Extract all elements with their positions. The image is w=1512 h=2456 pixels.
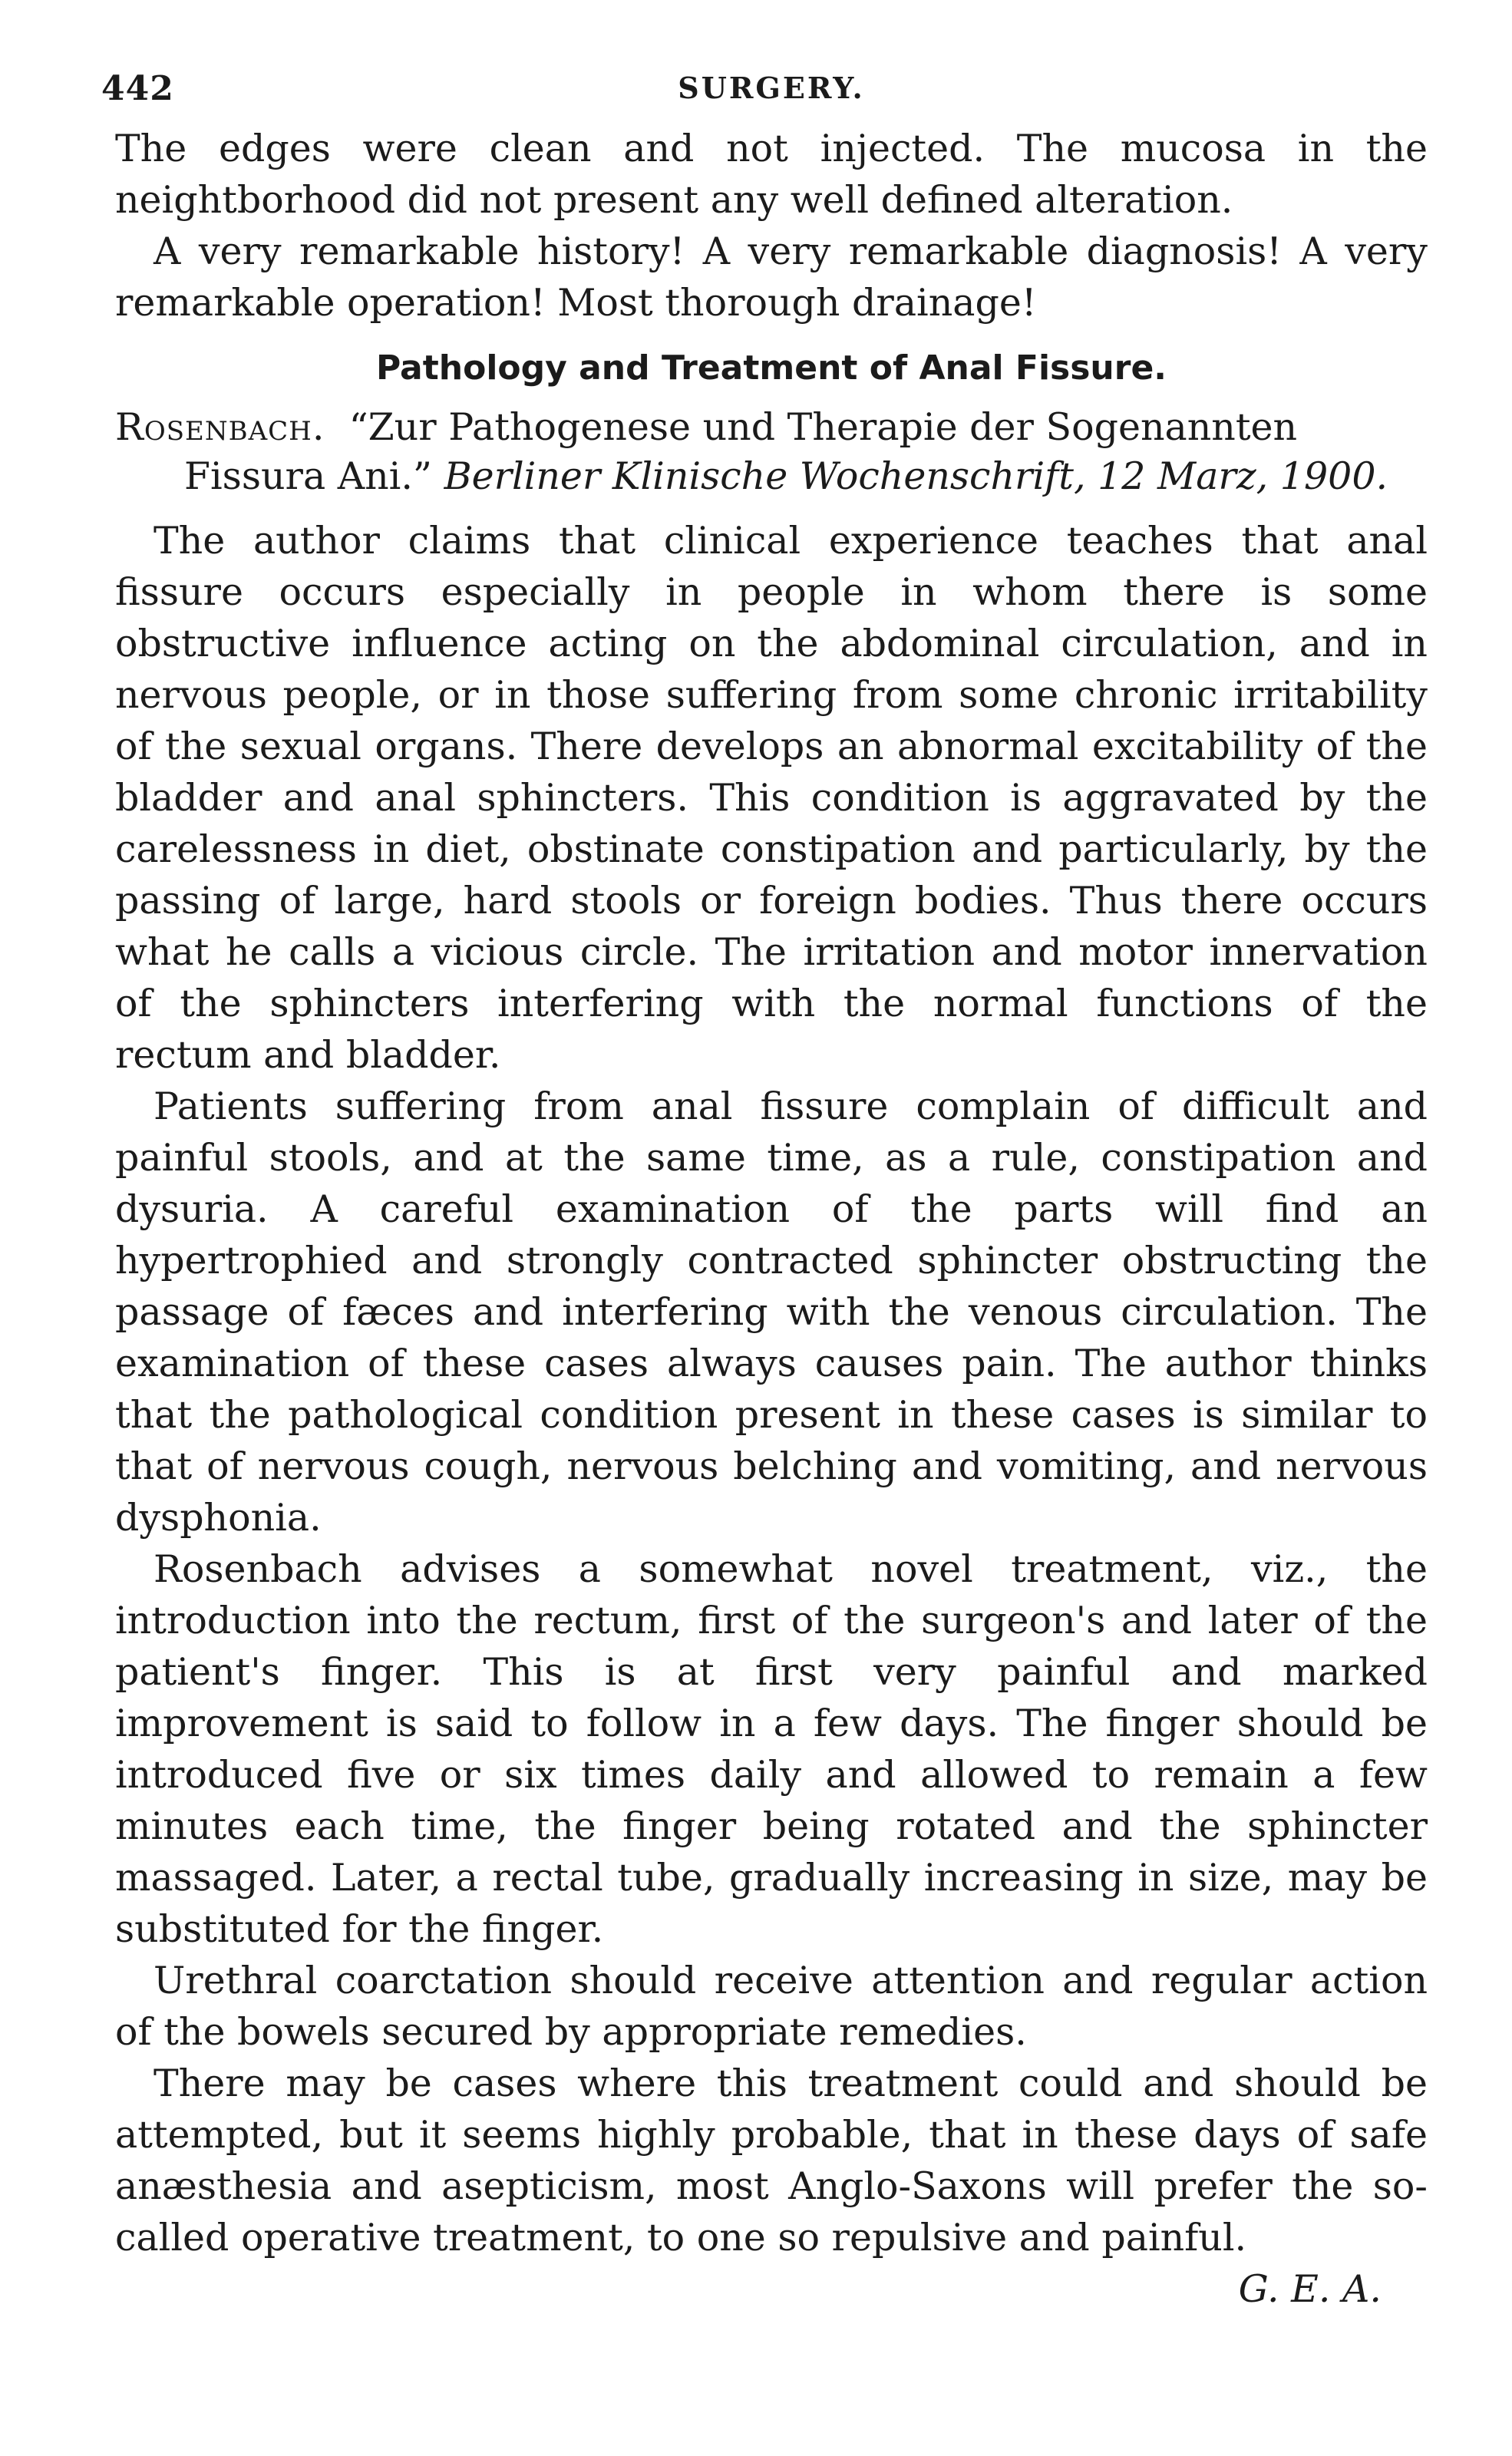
running-title: SURGERY. (678, 71, 865, 105)
section-heading: Pathology and Treatment of Anal Fissure. (375, 348, 1167, 388)
citation-source: Berliner Klinische Wochenschrift, 12 Marz, 1900. (444, 454, 1388, 498)
body-paragraph: The author claims that clinical experience teaches that anal fissure occurs especially in people in whom there is some obstructive influence acting on the abdominal circulation, and in nervous people, or in those suffering from some chronic irritability of the sexual organs. There develops an abnormal excitability of the bladder and anal sphincters. This condition is aggravated by the carelessness in diet, obstinate constipation and particularly, by the passing of large, hard stools or foreign bodies. Thus there occurs what he calls a vicious circle. The irritation and motor innervation of the sphincters interfering with the normal functions of the rectum and bladder. (115, 519, 1428, 1077)
body-paragraph: There may be cases where this treatment could and should be attempted, but it seems highly probable, that in these days of safe anæsthesia and asepticism, most Anglo-Saxons will prefer the so-called operative treatment, to one so repulsive and painful. (115, 2062, 1428, 2260)
body-paragraph: Rosenbach advises a somewhat novel treatment, viz., the introduction into the rectum, first of the surgeon's and later of the patient's finger. This is at first very painful and marked improvement is said to follow in a few days. The finger should be introduced five or six times daily and allowed to remain a few minutes each time, the finger being rotated and the sphincter massaged. Later, a rectal tube, gradually increasing in size, may be substituted for the finger. (115, 1547, 1428, 1951)
citation-author: Rosenbach. (115, 405, 325, 449)
body-paragraph: The edges were clean and not injected. The mucosa in the neightborhood did not present any well defined alteration. (115, 127, 1428, 222)
page-number: 442 (101, 69, 174, 108)
book-page (101, 69, 1428, 2312)
citation-title: “Zur Pathogenese und Therapie der Sogenannten Fissura Ani.” (184, 405, 1298, 498)
running-head (101, 69, 1428, 123)
body-paragraph: A very remarkable history! A very remarkable diagnosis! A very remarkable operation! Most thorough drainage! (115, 229, 1428, 325)
signature: G. E. A. (1238, 2267, 1382, 2311)
body-paragraph: Patients suffering from anal fissure complain of difficult and painful stools, and at the same time, as a rule, constipation and dysuria. A careful examination of the parts will find an hypertrophied and strongly contracted sphincter obstructing the passage of fæces and interfering with the venous circulation. The examination of these cases always causes pain. The author thinks that the pathological condition present in these cases is similar to that of nervous cough, nervous belching and vomiting, and nervous dysphonia. (115, 1084, 1428, 1540)
body-paragraph: Urethral coarctation should receive attention and regular action of the bowels secured by appropriate remedies. (115, 1959, 1428, 2054)
citation (115, 403, 1428, 501)
